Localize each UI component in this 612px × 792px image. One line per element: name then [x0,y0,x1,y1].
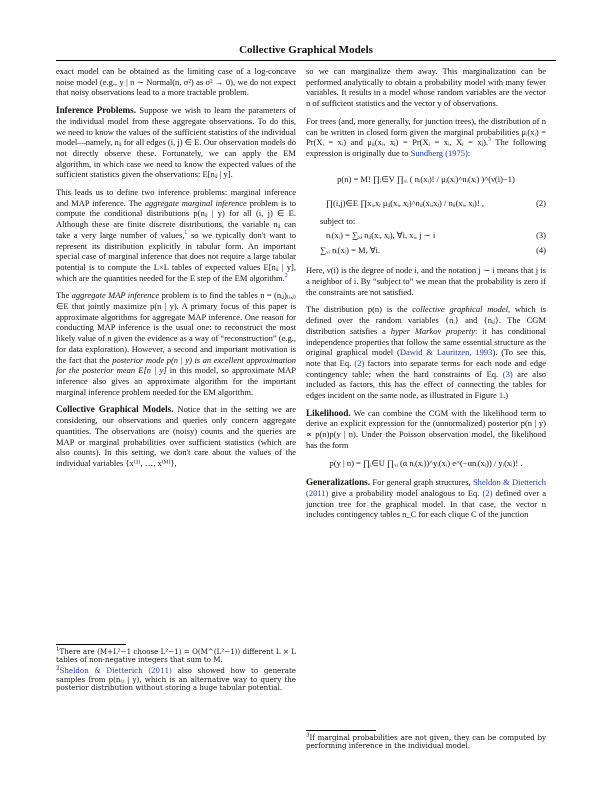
citation-link[interactable]: Dawid & Lauritzen, 1993 [399,347,493,358]
intro-paragraph: exact model can be obtained as the limiting case of a log-concave noise model (e.g., y | n ∼ Normal(n, σ²) as σ² → 0), we do not expect that noisy observations lead to a more tractable problem. [56,66,296,98]
term-collective-graphical-model: collective graphical model [412,304,508,315]
text-run: For general graph structures, [372,477,473,488]
equation-text: nᵢ(xᵢ) = ∑ₓⱼ nᵢⱼ(xᵢ, xⱼ), ∀i, xᵢ, j ∼ i [326,230,436,241]
text-run: This leads us to define two inference problems: marginal inference and MAP inference. The [56,187,296,208]
distribution-paragraph [306,304,546,400]
generalizations-paragraph [306,477,546,520]
trees-paragraph [306,116,546,159]
text-run: The [56,290,72,301]
cgm-text: Notice that in the setting we are considering, our observations and queries only concern aggregate quantities. The observations are (noisy) counts and the queries are MAP or marginal probabilities over sufficient statistics (which are also counts). In this setting, we don't care about the values of the individual variables {x⁽¹⁾, …, x⁽ᴹ⁾}, [56,404,297,468]
equation-ref-link[interactable]: (2) [482,487,493,498]
right-column [306,66,546,527]
footnote-text: also showed how to generate samples from p(nᵢⱼ | y), which is an alternative way to query the posterior distribution without storing a huge tabular potential. [56,666,297,693]
emphasis-posterior-mode: posterior mode p(n | y) is an excellent approximation for the posterior mean E[n | y] [56,354,296,376]
equation-block-cgm [306,166,546,259]
inference-problems-paragraph [56,105,296,180]
text-run: problem is to compute the conditional distributions p(nᵢⱼ | y) for all (i, j) ∈ E. Although these are finite discrete distributions, the variable nᵢⱼ can take a very large number of values, [56,197,297,240]
citation-link[interactable]: Sheldon & Dietterich (2011) [306,477,547,498]
text-run: The following expression is originally due to [306,137,546,158]
footnote-3 [306,734,546,751]
cgm-heading: Collective Graphical Models. [56,404,174,415]
text-run: The distribution p(n) is the [306,304,413,315]
likelihood-paragraph [306,408,546,451]
equation-likelihood: p(y | n) = ∏ᵢ∈U ∏ₓᵢ (α nᵢ(xᵢ))^yᵢ(xᵢ) e^(−αnᵢ(xᵢ)) / yᵢ(xᵢ)! . [329,457,523,468]
equation-ref-link[interactable]: (3) [502,368,513,379]
citation-link[interactable]: Sheldon & Dietterich (2011) [59,666,172,675]
text-run: ). (To see this, note that Eq. [306,347,546,368]
footnote-text: There are (M+L²−1 choose L²−1) = O(M^(L²−1)) different L × L tables of non-negative integers that sum to M. [56,646,296,665]
text-run: in this model, so approximate MAP inference also gives an approximate algorithm for the important marginal inference problem needed for the EM algorithm. [56,365,296,397]
footnote-mark: 2 [56,665,60,672]
subject-to-label: subject to: [320,215,356,226]
footnote-rule [306,730,376,731]
inference-problems-heading: Inference Problems. [56,105,136,116]
footnote-mark: 3 [306,732,310,739]
likelihood-heading: Likelihood. [306,407,351,418]
equation-text: ∑ₓᵢ nᵢ(xᵢ) = M, ∀i. [320,245,381,256]
text-run: : [467,147,471,158]
footnote-rule [56,644,126,645]
map-inference-paragraph [56,290,296,397]
figure-ref-link[interactable]: 1 [498,390,504,401]
footnote-ref-2[interactable]: 2 [284,272,288,279]
two-problems-paragraph [56,187,296,283]
left-column [56,66,296,476]
equation-number: (3) [536,230,546,241]
term-aggregate-marginal-inference: aggregate marginal inference [144,197,247,208]
text-run: give a probability model analogous to Eq. [328,487,483,498]
generalizations-heading: Generalizations. [306,477,371,488]
text-run: so we typically don't want to represent its distribution explicitly in tabular form. An important special case of marginal inference that does not require a large tabular potential is to compute the L×L tables of expected values E[nᵢⱼ | y], which are the quantities needed for the E step of the EM algorithm. [56,229,296,283]
right-footnotes [306,726,546,753]
term-aggregate-map-inference: aggregate MAP inference [71,290,160,301]
equation-4 [306,243,546,258]
footnote-1 [56,648,296,665]
running-header: Collective Graphical Models [239,44,373,56]
equation-3 [306,228,546,243]
likelihood-text: We can combine the CGM with the likelihood term to derive an explicit expression for the (unnormalized) posterior p(n | y) ∝ p(n)p(y | n). Under the Poisson observation model, the likelihood has the form [306,407,546,450]
text-run: : it has conditional independence properties that follow the same essential structure as the original graphical model ( [306,325,546,358]
text-run: .) [503,390,509,401]
equation-ref-link[interactable]: (2) [354,357,365,368]
footnote-ref-3[interactable]: 3 [488,137,491,144]
degree-paragraph: Here, ν(i) is the degree of node i, and the notation j ∼ i means that j is a neighbor of i. By “subject to” we mean that the probability is zero if the constraints are not satisfied. [306,265,546,297]
text-run: problem is to find the tables n = (nᵢⱼ)₍ᵢ,ⱼ₎∈E that jointly maximize p(n | y). A primary focus of this paper is approximate algorithms for aggregate MAP inference. One reason for conducting MAP inference is the usual one: to reconstruct the most likely value of n given the evidence as a way of “reconstruction” (e.g., for data exploration). However, a second and important motivation is the fact that the [56,290,296,365]
text-run: are also included as factors, this has the effect of connecting the tables for edges incident on the same node, as illustrated in Figure [306,368,546,401]
equation-number: (4) [536,245,546,256]
equation-text: ∏(i,j)∈E ∏xᵢ,xⱼ μᵢⱼ(xᵢ, xⱼ)^nᵢⱼ(xᵢ,xⱼ) / nᵢⱼ(xᵢ, xⱼ)! , [326,197,484,208]
left-footnotes [56,640,296,695]
text-run: factors into separate terms for each node and edge contingency table; when the hard constraints of Eq. [306,357,546,379]
term-hyper-markov-property: hyper Markov property [390,325,475,336]
marginalize-paragraph: so we can marginalize them away. This marginalization can be performed analytically to obtain a probability model with many fewer variables. It results in a model whose random variables are the vector n of sufficient statistics and the vector y of observations. [306,66,546,109]
text-run: , which is defined over the random variables {nᵢ} and {nᵢⱼ}. The CGM distribution satisfies a [306,304,546,336]
equation-number: (2) [536,197,546,208]
footnote-mark: 1 [56,646,60,653]
citation-link[interactable]: Sundberg (1975) [410,147,468,158]
equation-2-line-2 [306,192,546,214]
equation-2-line-1: p(n) = M! ∏ᵢ∈V ∏ₓᵢ ( nᵢ(xᵢ)! / μᵢ(xᵢ)^nᵢ(xᵢ) )^(ν(i)−1) [337,173,515,184]
text-run: defined over a junction tree for the graphical model. In that case, the vector n includes contingency tables n_C for each clique C of the junction [306,487,546,520]
footnote-ref-1[interactable]: 1 [184,230,188,237]
inference-problems-text: Suppose we wish to learn the parameters of the individual model from these aggregate observations. To do this, we need to know the values of the sufficient statistics of the individual model—namely, nᵢⱼ for all edges (i, j) ∈ E. Our observation models do not directly observe these. Fortunately, we can apply the EM algorithm, in which case we need to know the expected values of the sufficient statistics given the observations: E[nᵢⱼ | y]. [56,105,296,180]
header-rule [56,60,556,61]
cgm-paragraph [56,404,296,468]
text-run: For trees (and, more generally, for junction trees), the distribution of n can be written in closed form given the marginal probabilities μᵢ(xᵢ) = Pr(Xᵢ = xᵢ) and μᵢⱼ(xᵢ, xⱼ) = Pr(Xᵢ = xᵢ, Xⱼ = xⱼ). [306,115,546,148]
footnote-text: If marginal probabilities are not given, they can be computed by performing inference in the individual model. [306,732,546,751]
footnote-2 [56,667,296,693]
